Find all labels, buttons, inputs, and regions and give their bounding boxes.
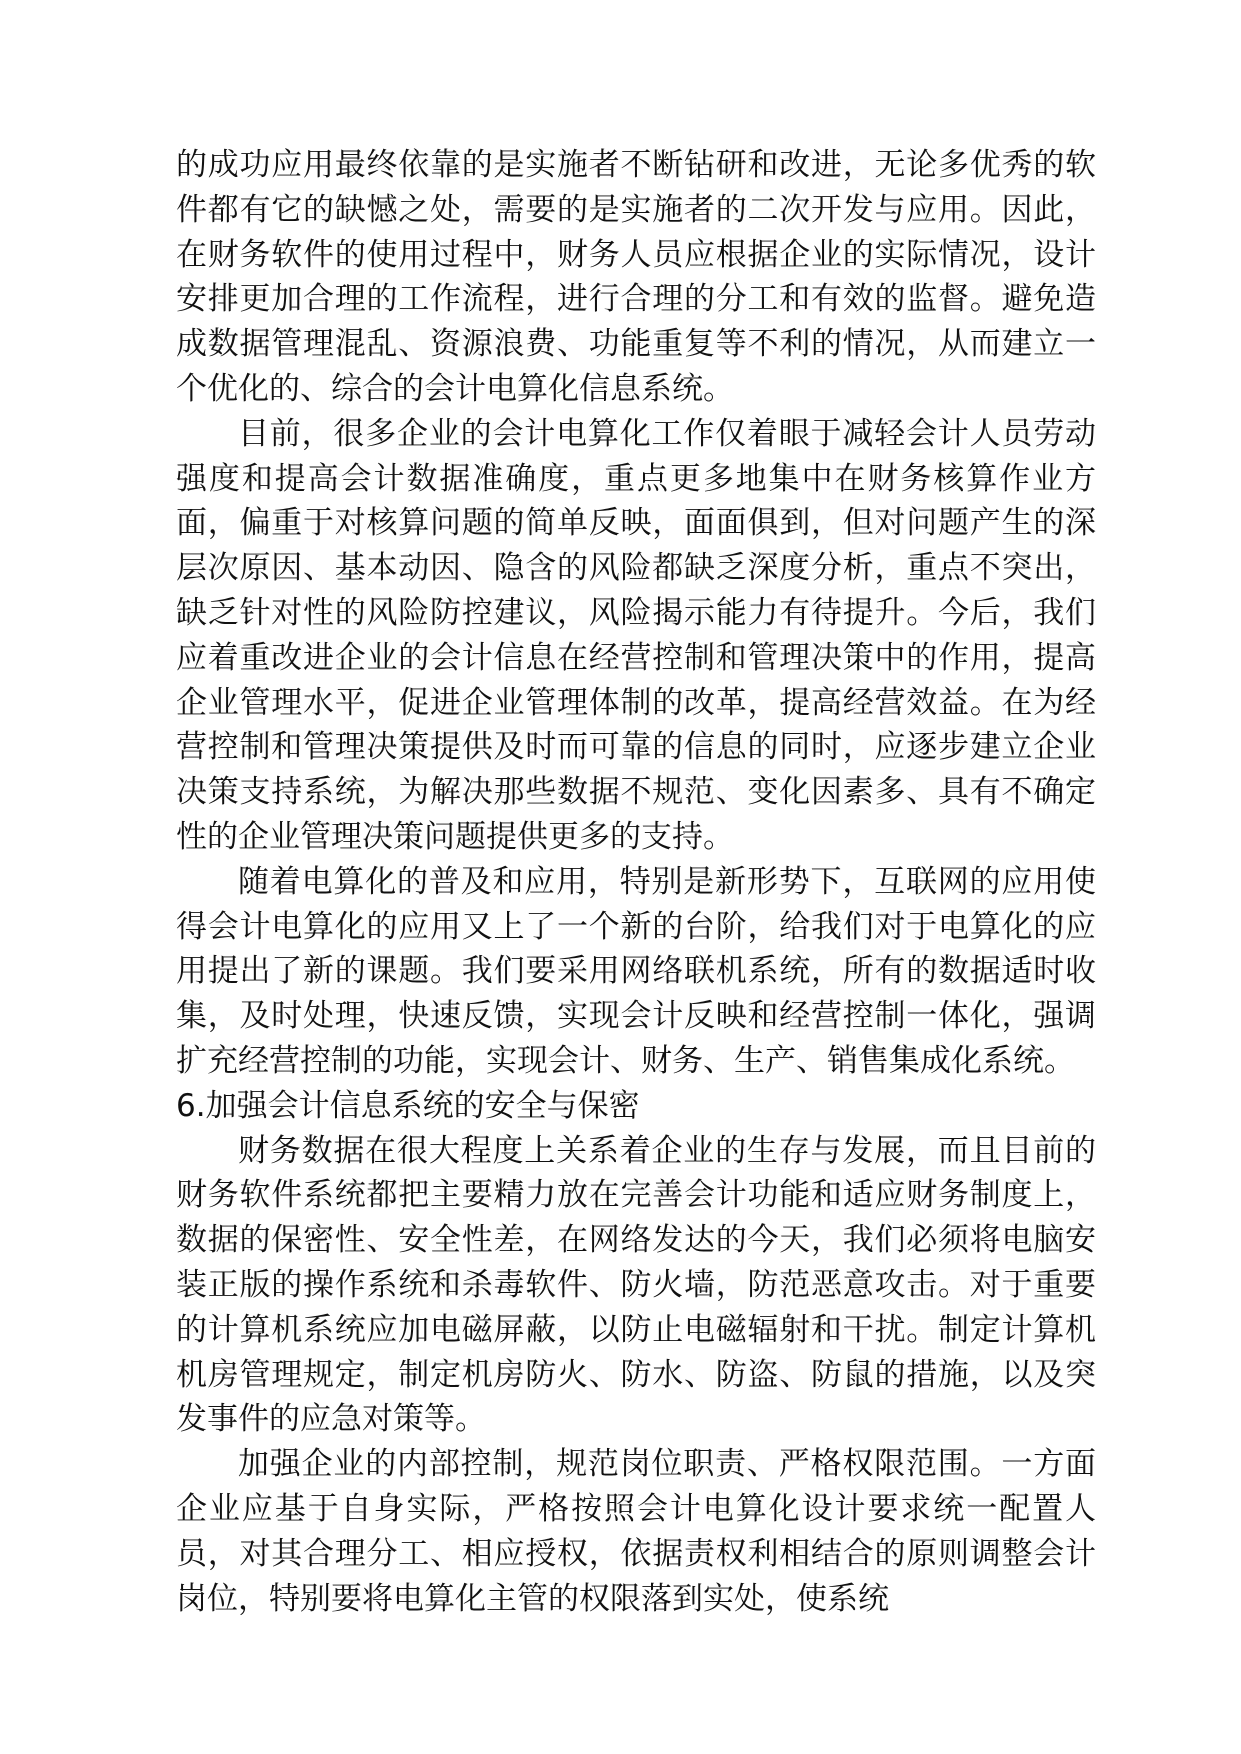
paragraph-internal-control: 加强企业的内部控制，规范岗位职责、严格权限范围。一方面企业应基于自身实际，严格按照会计电算化设计要求统一配置人员，对其合理分工、相应授权，依据责权利相结合的原则调整会计岗位，特别要将电算化主管的权限落到实处，使系统 [176, 1446, 1096, 1617]
document-page [176, 143, 1096, 1621]
paragraph-internet-application: 随着电算化的普及和应用，特别是新形势下，互联网的应用使得会计电算化的应用又上了一个新的台阶，给我们对于电算化的应用提出了新的课题。我们要采用网络联机系统，所有的数据适时收集，及时处理，快速反馈，实现会计反映和经营控制一体化，强调扩充经营控制的功能，实现会计、财务、生产、销售集成化系统。 [176, 863, 1096, 1079]
paragraph-continuation: 的成功应用最终依靠的是实施者不断钻研和改进，无论多优秀的软件都有它的缺憾之处，需要的是实施者的二次开发与应用。因此，在财务软件的使用过程中，财务人员应根据企业的实际情况，设计安排更加合理的工作流程，进行合理的分工和有效的监督。避免造成数据管理混乱、资源浪费、功能重复等不利的情况，从而建立一个优化的、综合的会计电算化信息系统。 [176, 147, 1096, 407]
paragraph-current-situation: 目前，很多企业的会计电算化工作仅着眼于减轻会计人员劳动强度和提高会计数据准确度，重点更多地集中在财务核算作业方面，偏重于对核算问题的简单反映，面面俱到，但对问题产生的深层次原因、基本动因、隐含的风险都缺乏深度分析，重点不突出，缺乏针对性的风险防控建议，风险揭示能力有待提升。今后，我们应着重改进企业的会计信息在经营控制和管理决策中的作用，提高企业管理水平，促进企业管理体制的改革，提高经营效益。在为经营控制和管理决策提供及时而可靠的信息的同时，应逐步建立企业决策支持系统，为解决那些数据不规范、变化因素多、具有不确定性的企业管理决策问题提供更多的支持。 [176, 415, 1096, 855]
paragraph-data-security: 财务数据在很大程度上关系着企业的生存与发展，而且目前的财务软件系统都把主要精力放在完善会计功能和适应财务制度上，数据的保密性、安全性差，在网络发达的今天，我们必须将电脑安装正版的操作系统和杀毒软件、防火墙，防范恶意攻击。对于重要的计算机系统应加电磁屏蔽，以防止电磁辐射和干扰。制定计算机机房管理规定，制定机房防火、防水、防盗、防鼠的措施，以及突发事件的应急对策等。 [176, 1132, 1096, 1438]
section-heading: 6.加强会计信息系统的安全与保密 [176, 1087, 640, 1124]
